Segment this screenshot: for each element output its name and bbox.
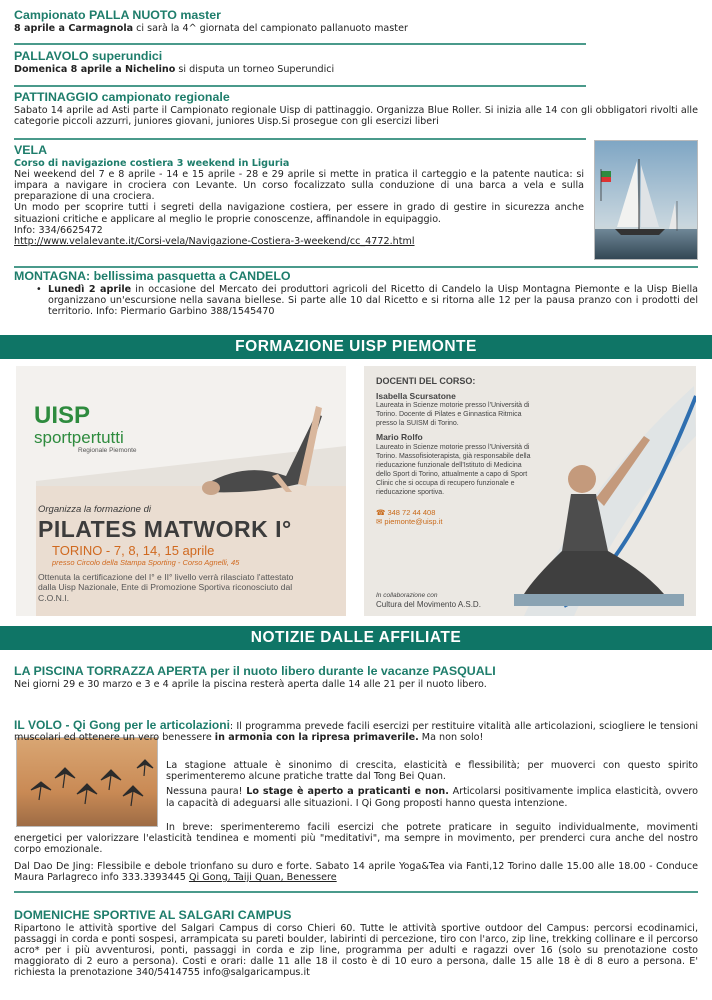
- montagna-text: in occasione del Mercato dei produttori agricoli del Ricetto di Candelo la Uisp Montagna Piemonte e la Uisp Biella organizzano un'escursione nella savana biellese. Si parte alle 10 dal Ricetto e si ritorna alle 12 per la pausa pranzo con i prodotti del territorio. Info: Piermario Garbino 388/1545470: [48, 283, 698, 317]
- collab-label: In collaborazione con: [376, 592, 438, 599]
- collab-name: Cultura del Movimento A.S.D.: [376, 599, 481, 609]
- piscina-text: Nei giorni 29 e 30 marzo e 3 e 4 aprile la piscina resterà aperta dalle 14 alle 21 per il nuoto libero.: [14, 678, 487, 690]
- flyer-venue: presso Circolo della Stampa Sporting - Corso Agnelli, 45: [52, 558, 240, 568]
- divider: [14, 85, 586, 87]
- flyer-dates: TORINO - 7, 8, 14, 15 aprile: [52, 543, 215, 559]
- section-piscina: [14, 664, 698, 690]
- montagna-date: Lunedì 2 aprile: [48, 283, 132, 295]
- section-pattinaggio: [14, 90, 698, 127]
- divider: [14, 43, 586, 45]
- sailing-photo: [594, 140, 698, 260]
- pallanuoto-date: 8 aprile a Carmagnola: [14, 22, 134, 34]
- section-pallavolo: [14, 49, 698, 75]
- volo-intro: : Il programma prevede facili esercizi per restituire vitalità alle articolazioni, sciogliere le tensioni muscolari ed ottenere un vero benessere: [14, 721, 698, 744]
- section-vela: [14, 143, 584, 247]
- vela-paragraph-2: Un modo per scoprire tutti i segreti della navigazione costiera, per essere in grado di gestire in sicurezza anche situazioni critiche e applicare al meglio le proprie conoscenze, affinandole in equipaggio.: [14, 202, 584, 225]
- pallavolo-date: Domenica 8 aprile a Nichelino: [14, 63, 176, 75]
- docente-2-name: Mario Rolfo: [376, 432, 423, 443]
- piscina-title: LA PISCINA TORRAZZA APERTA per il nuoto libero durante le vacanze PASQUALI: [14, 664, 496, 678]
- cranes-photo: [16, 737, 158, 827]
- affiliate-band: NOTIZIE DALLE AFFILIATE: [0, 626, 712, 650]
- divider: [14, 891, 698, 893]
- section-volo: [14, 718, 698, 743]
- montagna-title: MONTAGNA: bellissima pasquetta a CANDELO: [14, 269, 291, 283]
- volo-intro-bold: in armonia con la ripresa primaverile.: [214, 732, 419, 744]
- volo-paragraph-4: In breve: sperimenteremo facili esercizi che potrete praticare in seguito individualmente, movimenti energetici per valorizzare l'elasticità tendinea e momenti più "meditativi", ma sempre in movimento, per prenderci cura anche del nostro corpo emozionale.: [14, 822, 698, 856]
- pallanuoto-title: Campionato PALLA NUOTO master: [14, 8, 221, 22]
- volo-link[interactable]: Qi Gong, Taiji Quan, Benessere: [188, 871, 337, 883]
- flyer-cert: Ottenuta la certificazione del I° e II° livello verrà rilasciato l'attestato dalla Uisp Nazionale, Ente di Promozione Sportiva riconosciuto dal C.O.N.I.: [38, 571, 294, 603]
- pallavolo-title: PALLAVOLO superundici: [14, 49, 163, 63]
- vela-subtitle: Corso di navigazione costiera 3 weekend in Liguria: [14, 157, 290, 169]
- uisp-logo: UISP: [34, 402, 91, 429]
- docenti-title: DOCENTI DEL CORSO:: [376, 376, 476, 386]
- section-salgari: [14, 908, 698, 979]
- flyer-organizza: Organizza la formazione di: [38, 504, 151, 515]
- mail-icon: ✉: [376, 517, 385, 527]
- pallavolo-text: si disputa un torneo Superundici: [175, 63, 335, 75]
- docente-1-name: Isabella Scursatone: [376, 390, 456, 401]
- flyer-email: piemonte@uisp.it: [384, 517, 443, 527]
- volo-p3-c: Articolarsi positivamente implica elasticità, ovvero la capacità di adeguarsi alle situazioni. I Qi Gong proposti hanno questa intenzione.: [166, 786, 698, 809]
- section-montagna: [14, 269, 698, 317]
- pattinaggio-text: Sabato 14 aprile ad Asti parte il Campionato regionale Uisp di pattinaggio. Organizza Blue Roller. Si inizia alle 14 con gli obbligatori rivolti alle categorie piccoli azzurri, juniores giovani, juniores Uisp.Si prosegue con gli esercizi liberi: [14, 104, 698, 127]
- volo-intro-tail: Ma non solo!: [418, 732, 484, 744]
- salgari-title: DOMENICHE SPORTIVE AL SALGARI CAMPUS: [14, 908, 292, 922]
- salgari-text: Ripartono le attività sportive del Salgari Campus di corso Chieri 60. Tutte le attività sportive outdoor del Campus: percorsi ecodinamici, passaggi in corda e ponti sospesi, arrampicata su pareti boulder, labirinti di percezione, tiro con l'arco, zip line, trekking collinare e il percorso acro* per i più avventurosi, ponti, passaggi in corda e zip line, programma per adulti e ragazzi over 16 (solo su prenotazione costo maggiorato di 2 euro a persona). Costi e orari: dalle 11 alle 18 il costo è di 10 euro a persona, dalle 15 alle 18 è di 8 euro a persona. E' richiesta la prenotazione 340/5414755 info@salgaricampus.it: [14, 922, 698, 979]
- section-pallanuoto: [14, 8, 698, 34]
- docente-1-text: Laureata in Scienze motorie presso l'Università di Torino. Docente di Pilates e Ginnastica Ritmica presso la SUISM di Torino.: [376, 402, 530, 428]
- vela-paragraph-1: Nei weekend del 7 e 8 aprile - 14 e 15 aprile - 28 e 29 aprile si mette in pratica il carteggio e la patente nautica: si impara a navigare in crociera con Levante. Un corso focalizzato sulla conduzione di una barca a vela e sulla preparazione di una crociera.: [14, 168, 584, 203]
- volo-paragraph-2: La stagione attuale è sinonimo di crescita, elasticità e flessibilità; per muoverci con questo spirito sperimenteremo alcune pratiche tratte dal Tong Bei Quan.: [166, 760, 698, 783]
- volo-p3-a: Nessuna paura!: [166, 786, 247, 798]
- pallanuoto-text: ci sarà la 4^ giornata del campionato pallanuoto master: [133, 22, 408, 34]
- divider: [14, 266, 698, 268]
- vela-title: VELA: [14, 143, 48, 157]
- vela-info: Info: 334/6625472: [14, 224, 103, 236]
- uisp-logo-sub: sportpertutti: [34, 428, 124, 447]
- volo-side-text: [166, 760, 698, 809]
- docenti-flyer: [364, 366, 696, 616]
- uisp-region: Regionale Piemonte: [78, 447, 137, 454]
- vela-link[interactable]: http://www.velalevante.it/Corsi-vela/Navigazione-Costiera-3-weekend/cc_4772.html: [14, 236, 415, 248]
- flyer-phone: 348 72 44 408: [387, 508, 436, 518]
- bullet-icon: •: [36, 283, 42, 295]
- divider: [14, 138, 586, 140]
- volo-p3-bold: Lo stage è aperto a praticanti e non.: [246, 786, 449, 798]
- flyer-course-title: PILATES MATWORK I°: [38, 516, 292, 543]
- volo-paragraph-5: Dal Dao De Jing: Flessibile e debole trionfano su duro e forte. Sabato 14 aprile Yoga&Tea via Fanti,12 Torino dalle 15.00 alle 18.00 - Conduce Maura Parlagreco info 333.3393445: [14, 860, 698, 883]
- formazione-band: FORMAZIONE UISP PIEMONTE: [0, 335, 712, 359]
- volo-title: IL VOLO - Qi Gong per le articolazioni: [14, 718, 230, 732]
- pilates-flyer: [16, 366, 346, 616]
- pattinaggio-title: PATTINAGGIO campionato regionale: [14, 90, 230, 104]
- docente-2-text: Laureato in Scienze motorie presso l'Università di Torino. Massofisioterapista, già responsabile della rieducazione funzionale dell'Istituto di Medicina dello Sport di Torino, attualmente a capo di Sport Clinic che si occupa di recupero funzionale e rieducazione sportiva.: [376, 444, 531, 497]
- phone-icon: ☎: [376, 508, 388, 518]
- section-volo-tail: [14, 822, 698, 883]
